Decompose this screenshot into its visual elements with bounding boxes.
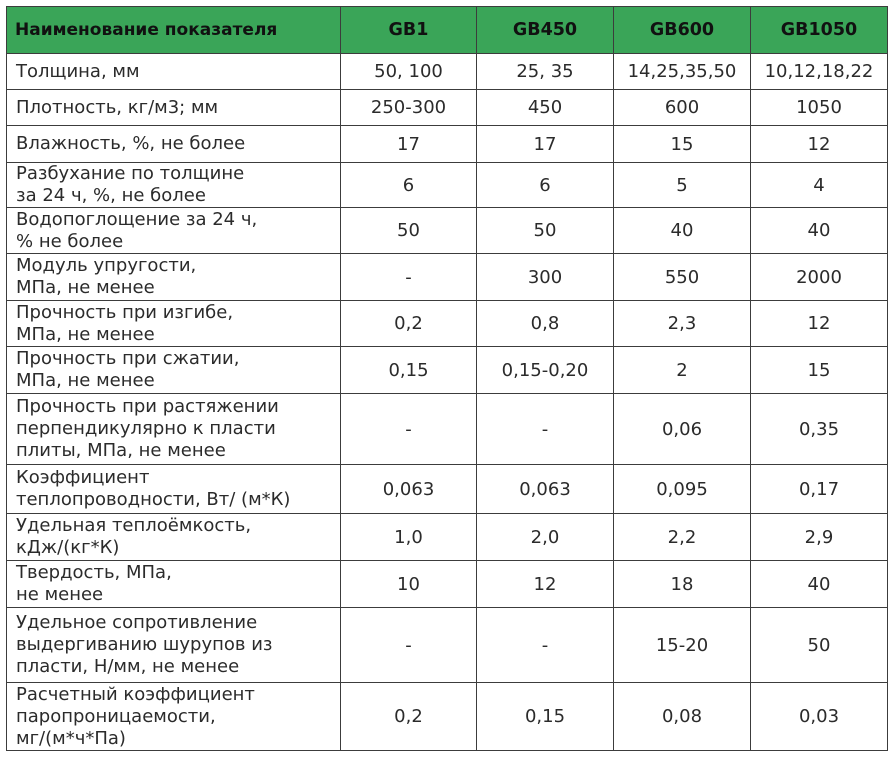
parameter-name-cell: Модуль упругости, МПа, не менее — [7, 254, 341, 301]
header-gb1: GB1 — [341, 7, 477, 54]
value-cell-gb450: 0,063 — [477, 465, 614, 514]
value-cell-gb1: 0,063 — [341, 465, 477, 514]
value-cell-gb1: 50, 100 — [341, 54, 477, 90]
table-body — [7, 54, 888, 751]
value-cell-gb600: 18 — [614, 561, 751, 608]
value-cell-gb1050: 10,12,18,22 — [751, 54, 888, 90]
header-gb450: GB450 — [477, 7, 614, 54]
parameter-name-cell: Влажность, %, не более — [7, 126, 341, 163]
value-cell-gb450: - — [477, 394, 614, 465]
table-row — [7, 514, 888, 561]
value-cell-gb1: 17 — [341, 126, 477, 163]
value-cell-gb1: 1,0 — [341, 514, 477, 561]
value-cell-gb1050: 2,9 — [751, 514, 888, 561]
parameter-name-cell: Удельная теплоёмкость, кДж/(кг*К) — [7, 514, 341, 561]
value-cell-gb600: 0,095 — [614, 465, 751, 514]
value-cell-gb450: 300 — [477, 254, 614, 301]
table-row — [7, 90, 888, 126]
table-row — [7, 394, 888, 465]
value-cell-gb600: 40 — [614, 208, 751, 254]
value-cell-gb600: 2,3 — [614, 301, 751, 347]
value-cell-gb1050: 0,35 — [751, 394, 888, 465]
table-row — [7, 561, 888, 608]
table-row — [7, 126, 888, 163]
parameter-name-cell: Разбухание по толщине за 24 ч, %, не более — [7, 163, 341, 208]
table-row — [7, 683, 888, 751]
parameter-name-cell: Удельное сопротивление выдергиванию шурупов из пласти, Н/мм, не менее — [7, 608, 341, 683]
value-cell-gb1050: 0,17 — [751, 465, 888, 514]
value-cell-gb600: 5 — [614, 163, 751, 208]
value-cell-gb450: 12 — [477, 561, 614, 608]
parameter-name-cell: Прочность при сжатии, МПа, не менее — [7, 347, 341, 394]
value-cell-gb450: 2,0 — [477, 514, 614, 561]
parameter-name-cell: Прочность при изгибе, МПа, не менее — [7, 301, 341, 347]
value-cell-gb450: 0,8 — [477, 301, 614, 347]
table-row — [7, 54, 888, 90]
value-cell-gb450: 450 — [477, 90, 614, 126]
header-row — [7, 7, 888, 54]
value-cell-gb600: 0,06 — [614, 394, 751, 465]
value-cell-gb1: - — [341, 608, 477, 683]
value-cell-gb1: - — [341, 394, 477, 465]
parameter-name-cell: Толщина, мм — [7, 54, 341, 90]
parameter-name-cell: Плотность, кг/м3; мм — [7, 90, 341, 126]
value-cell-gb600: 600 — [614, 90, 751, 126]
value-cell-gb600: 0,08 — [614, 683, 751, 751]
value-cell-gb1050: 15 — [751, 347, 888, 394]
value-cell-gb450: - — [477, 608, 614, 683]
value-cell-gb450: 0,15 — [477, 683, 614, 751]
value-cell-gb1050: 12 — [751, 126, 888, 163]
value-cell-gb1050: 4 — [751, 163, 888, 208]
value-cell-gb1050: 12 — [751, 301, 888, 347]
value-cell-gb600: 14,25,35,50 — [614, 54, 751, 90]
parameter-name-cell: Твердость, МПа, не менее — [7, 561, 341, 608]
value-cell-gb1: 0,15 — [341, 347, 477, 394]
header-gb1050: GB1050 — [751, 7, 888, 54]
value-cell-gb600: 15 — [614, 126, 751, 163]
parameter-name-cell: Прочность при растяжении перпендикулярно к пласти плиты, МПа, не менее — [7, 394, 341, 465]
value-cell-gb1050: 50 — [751, 608, 888, 683]
value-cell-gb1: 250-300 — [341, 90, 477, 126]
parameter-name-cell: Расчетный коэффициент паропроницаемости, мг/(м*ч*Па) — [7, 683, 341, 751]
parameter-name-cell: Водопоглощение за 24 ч, % не более — [7, 208, 341, 254]
value-cell-gb1: 0,2 — [341, 683, 477, 751]
value-cell-gb1: 6 — [341, 163, 477, 208]
value-cell-gb600: 2 — [614, 347, 751, 394]
properties-table — [6, 6, 888, 751]
value-cell-gb1050: 0,03 — [751, 683, 888, 751]
value-cell-gb1050: 40 — [751, 208, 888, 254]
value-cell-gb450: 0,15-0,20 — [477, 347, 614, 394]
value-cell-gb600: 15-20 — [614, 608, 751, 683]
table-row — [7, 301, 888, 347]
table-row — [7, 347, 888, 394]
table-row — [7, 465, 888, 514]
value-cell-gb1050: 2000 — [751, 254, 888, 301]
header-parameter-name: Наименование показателя — [7, 7, 341, 54]
value-cell-gb450: 17 — [477, 126, 614, 163]
value-cell-gb600: 2,2 — [614, 514, 751, 561]
header-gb600: GB600 — [614, 7, 751, 54]
value-cell-gb600: 550 — [614, 254, 751, 301]
value-cell-gb1: 0,2 — [341, 301, 477, 347]
value-cell-gb1050: 1050 — [751, 90, 888, 126]
value-cell-gb450: 6 — [477, 163, 614, 208]
value-cell-gb450: 50 — [477, 208, 614, 254]
table-row — [7, 208, 888, 254]
table-row — [7, 608, 888, 683]
value-cell-gb1: 10 — [341, 561, 477, 608]
value-cell-gb1: 50 — [341, 208, 477, 254]
value-cell-gb450: 25, 35 — [477, 54, 614, 90]
table-row — [7, 254, 888, 301]
table-row — [7, 163, 888, 208]
value-cell-gb1: - — [341, 254, 477, 301]
value-cell-gb1050: 40 — [751, 561, 888, 608]
parameter-name-cell: Коэффициент теплопроводности, Вт/ (м*К) — [7, 465, 341, 514]
